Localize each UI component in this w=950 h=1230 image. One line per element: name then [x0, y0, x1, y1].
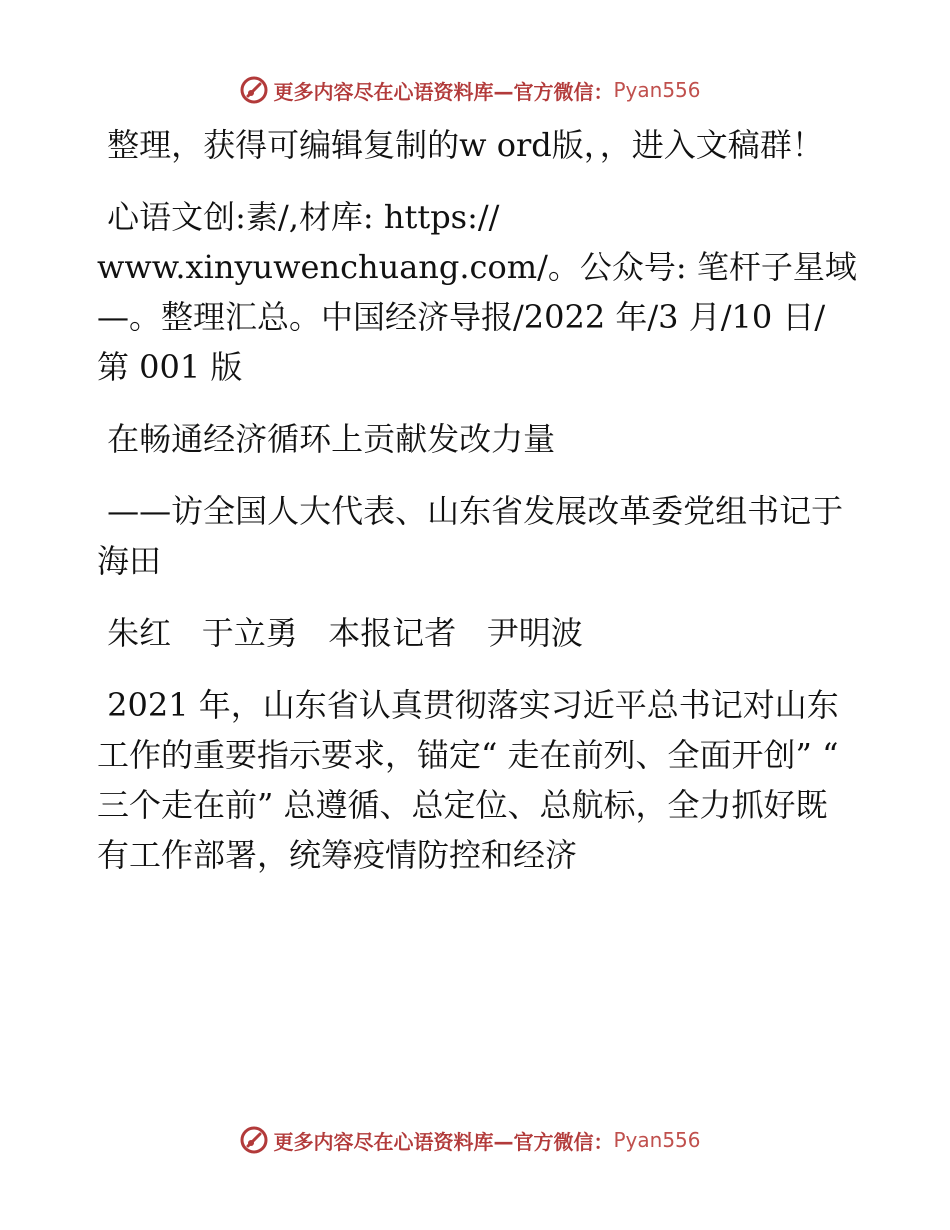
footer-banner-contact: Pyan556: [613, 1128, 701, 1152]
header-banner-contact: Pyan556: [613, 78, 701, 102]
footer-banner: [0, 1120, 950, 1160]
article-authors: 朱红 于立勇 本报记者 尹明波: [97, 614, 583, 652]
brush-logo-icon: [239, 1125, 269, 1155]
paragraph-intro: 整理，获得可编辑复制的w ord版，，进入文稿群！: [97, 126, 824, 164]
paragraph-source: 心语文创:素/,材库: https:// www.xinyuwenchuang.com/。公众号: 笔杆子星域—。整理汇总。中国经济导报/2022 年/3 月/10 日/第 001 版: [97, 198, 857, 386]
header-banner: [0, 70, 950, 110]
brush-logo-icon: [239, 75, 269, 105]
header-banner-text: 更多内容尽在心语资料库—官方微信：: [273, 79, 614, 104]
article-title: 在畅通经济循环上贡献发改力量: [97, 420, 556, 458]
header-banner-inner: [239, 75, 700, 105]
article-subtitle: ——访全国人大代表、山东省发展改革委党组书记于海田: [97, 492, 844, 580]
paragraph-body: 2021 年，山东省认真贯彻落实习近平总书记对山东工作的重要指示要求，锚定“ 走在前列、全面开创” “ 三个走在前” 总遵循、总定位、总航标，全力抓好既有工作部署，统筹疫情防控和经济: [97, 686, 849, 874]
footer-banner-text: 更多内容尽在心语资料库—官方微信：: [273, 1129, 614, 1154]
document-body: [97, 120, 857, 902]
footer-banner-inner: [239, 1125, 700, 1155]
